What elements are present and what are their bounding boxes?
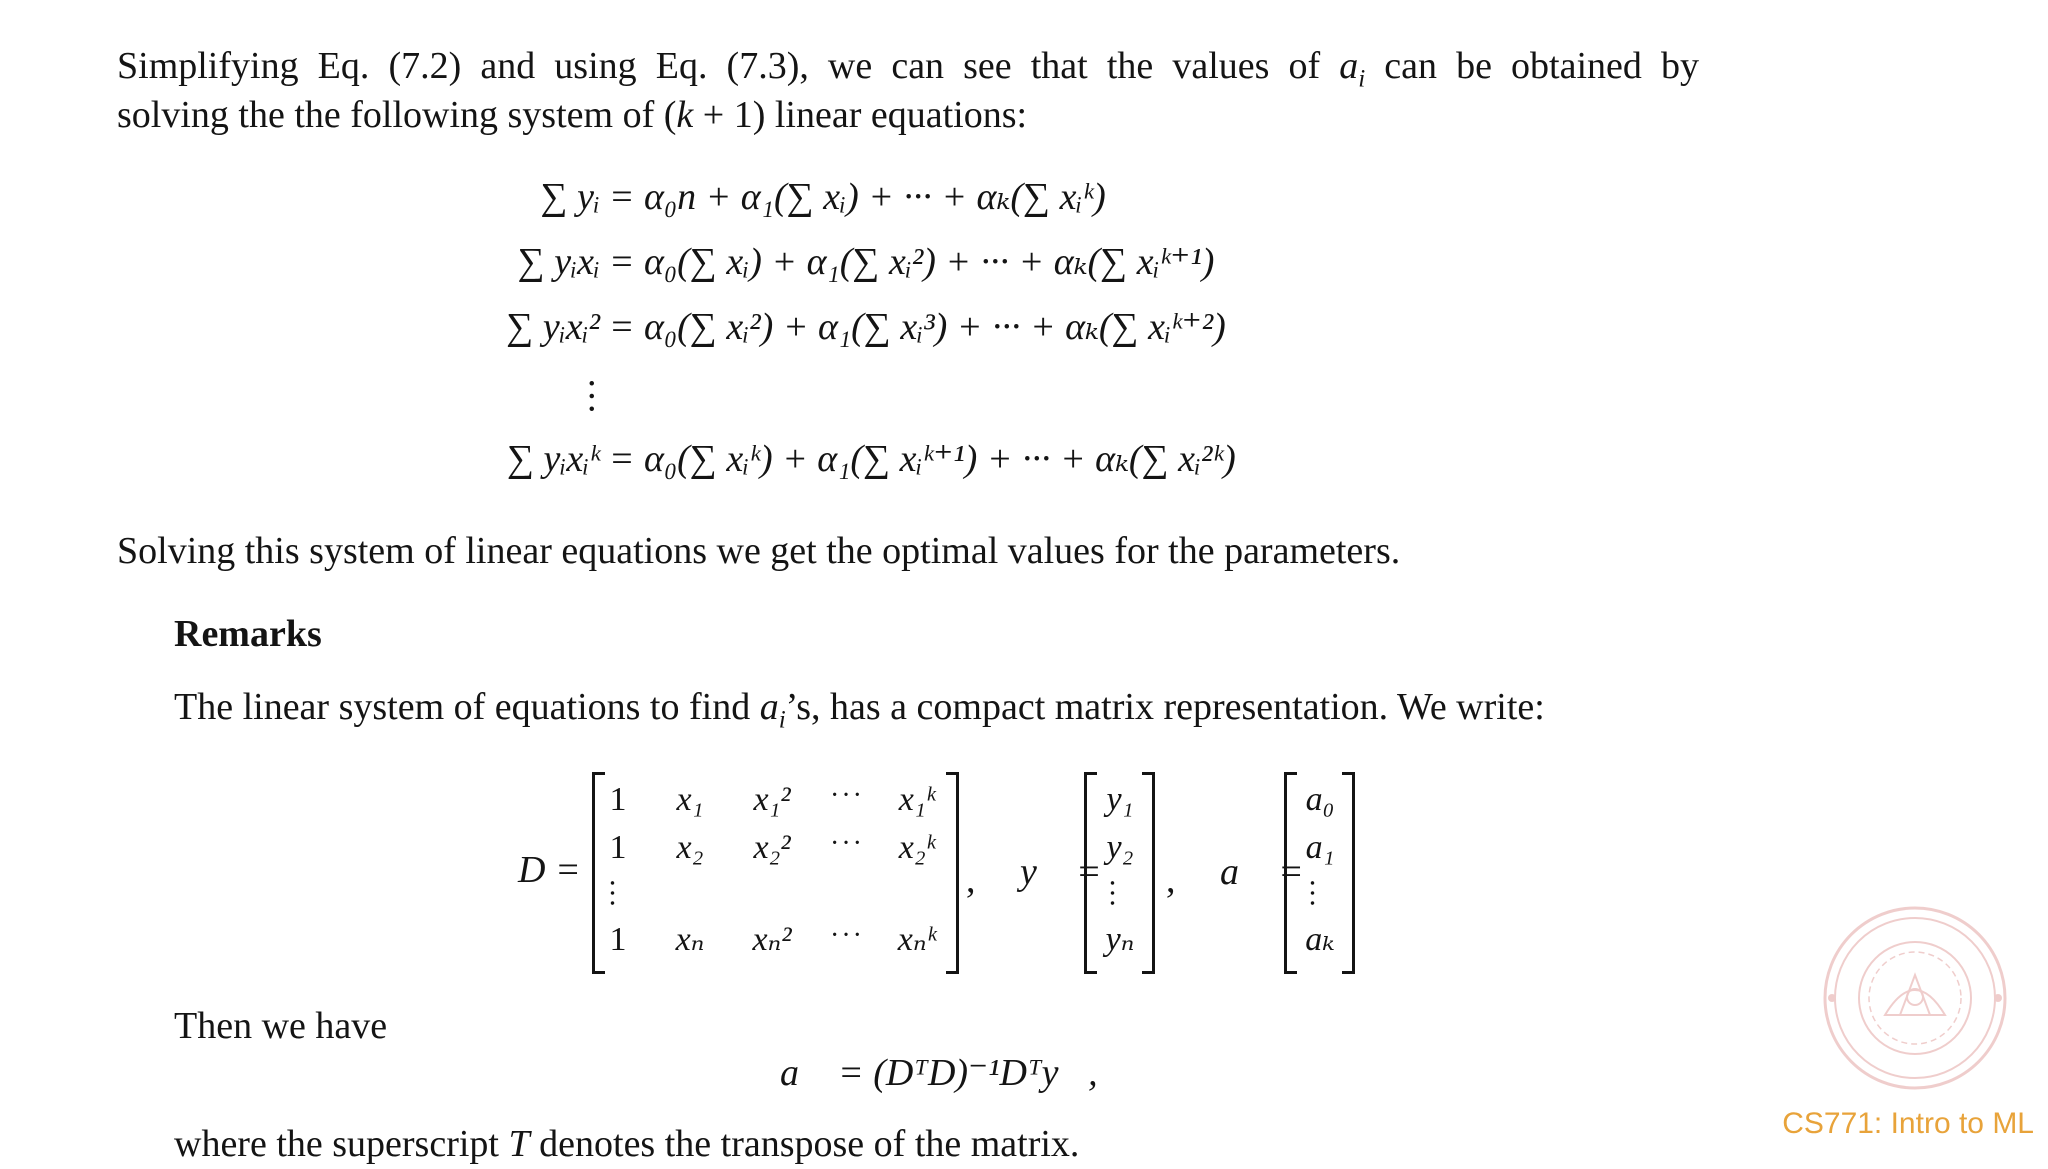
equation-rhs: α₀(∑ xᵢᵏ) + α₁(∑ xᵢᵏ⁺¹) + ··· + αₖ(∑ xᵢ²ᵏ): [644, 438, 1236, 480]
vector-a-entry: a₁: [1305, 829, 1335, 866]
equals-sign: =: [611, 241, 633, 283]
matrix-D-cell: x₁: [676, 781, 704, 818]
vector-y-entry: yₙ: [1105, 921, 1135, 958]
horizontal-ellipsis: ···: [830, 920, 864, 951]
equation-lhs: ∑ yᵢ: [540, 176, 600, 218]
intro-line-2: [117, 91, 1699, 140]
matrix-D-cell: x₁²: [753, 781, 791, 818]
remarks-var-sub: i: [778, 706, 786, 734]
matrix-D-cell: 1: [609, 921, 627, 958]
equation-lhs: ∑ yᵢxᵢᵏ: [506, 438, 600, 480]
equation-row-2: [470, 237, 1214, 287]
remarks-var-a: a: [759, 686, 779, 728]
where-text-b: denotes the transpose of the matrix.: [529, 1123, 1080, 1165]
equation-row-3: [470, 302, 1226, 352]
vertical-ellipsis: …: [581, 377, 623, 415]
remarks-paragraph: [174, 683, 1545, 732]
vector-a-entry: a₀: [1305, 781, 1335, 818]
matrix-D-cell: 1: [609, 781, 627, 818]
matrix-bracket-right: [946, 772, 959, 974]
solving-paragraph: Solving this system of linear equations we get the optimal values for the parameters.: [117, 530, 1401, 572]
equation-rhs: α₀(∑ xᵢ) + α₁(∑ xᵢ²) + ··· + αₖ(∑ xᵢᵏ⁺¹): [644, 241, 1215, 283]
equation-rhs: α₀n + α₁(∑ xᵢ) + ··· + αₖ(∑ xᵢᵏ): [644, 176, 1106, 218]
remarks-heading: Remarks: [174, 613, 322, 655]
vector-comma: ,: [1166, 859, 1176, 901]
horizontal-ellipsis: ···: [830, 780, 864, 811]
intro-text-b: can be obtained by: [1365, 45, 1699, 87]
intro-text-d: + 1) linear equations:: [693, 94, 1028, 136]
equation-lhs: ∑ yᵢxᵢ²: [506, 306, 600, 348]
intro-text-a: Simplifying Eq. (7.2) and using Eq. (7.3), we can see that the values of: [117, 45, 1340, 87]
horizontal-ellipsis: ···: [830, 828, 864, 859]
matrix-D-cell: x₁ᵏ: [898, 781, 936, 818]
vector-y-label: y⃗ =: [1020, 851, 1102, 893]
matrix-D-cell: xₙ: [675, 921, 705, 958]
equation-lhs: ∑ yᵢxᵢ: [517, 241, 600, 283]
where-paragraph: [174, 1120, 1079, 1169]
vertical-ellipsis: …: [604, 878, 637, 908]
equation-rhs: α₀(∑ xᵢ²) + α₁(∑ xᵢ³) + ··· + αₖ(∑ xᵢᵏ⁺²): [644, 306, 1226, 348]
matrix-D-cell: xₙᵏ: [897, 921, 937, 958]
intro-paragraph: [117, 42, 1699, 140]
equation-row-4: [470, 434, 1236, 484]
matrix-D-cell: xₙ²: [752, 921, 792, 958]
matrix-D-label: D =: [518, 849, 581, 891]
intro-var-k: k: [676, 94, 694, 136]
vector-y-entry: y₁: [1106, 781, 1134, 818]
where-var-T: T: [508, 1123, 530, 1165]
matrix-comma: ,: [966, 859, 976, 901]
where-text-a: where the superscript: [174, 1123, 509, 1165]
matrix-D-cell: 1: [609, 829, 627, 866]
equation-row-1: [470, 172, 1106, 222]
matrix-bracket-left: [592, 772, 605, 974]
then-paragraph: Then we have: [174, 1005, 388, 1047]
matrix-D-cell: x₂ᵏ: [898, 829, 936, 866]
remarks-text-a: The linear system of equations to find: [174, 686, 760, 728]
equals-sign: =: [611, 306, 633, 348]
vector-a-label: a⃗ =: [1220, 851, 1304, 893]
intro-var-a: a: [1339, 45, 1359, 87]
vector-a-entry: aₖ: [1305, 921, 1335, 958]
course-footer-label: CS771: Intro to ML: [1782, 1107, 2034, 1140]
matrix-D-cell: x₂: [676, 829, 704, 866]
vector-y-entry: y₂: [1106, 829, 1134, 866]
intro-var-sub: i: [1358, 65, 1366, 93]
institute-seal-icon: [1822, 905, 2008, 1091]
normal-equation: a⃗ = (DᵀD)⁻¹Dᵀy⃗,: [780, 1052, 1098, 1094]
remarks-text-b: ’s, has a compact matrix representation. We write:: [785, 686, 1545, 728]
equals-sign: =: [611, 438, 633, 480]
equals-sign: =: [611, 176, 633, 218]
intro-text-c: solving the the following system of (: [117, 94, 677, 136]
vertical-ellipsis: …: [1304, 878, 1337, 908]
vertical-ellipsis: …: [1104, 878, 1137, 908]
matrix-D-cell: x₂²: [753, 829, 791, 866]
intro-line-1: [117, 42, 1699, 91]
